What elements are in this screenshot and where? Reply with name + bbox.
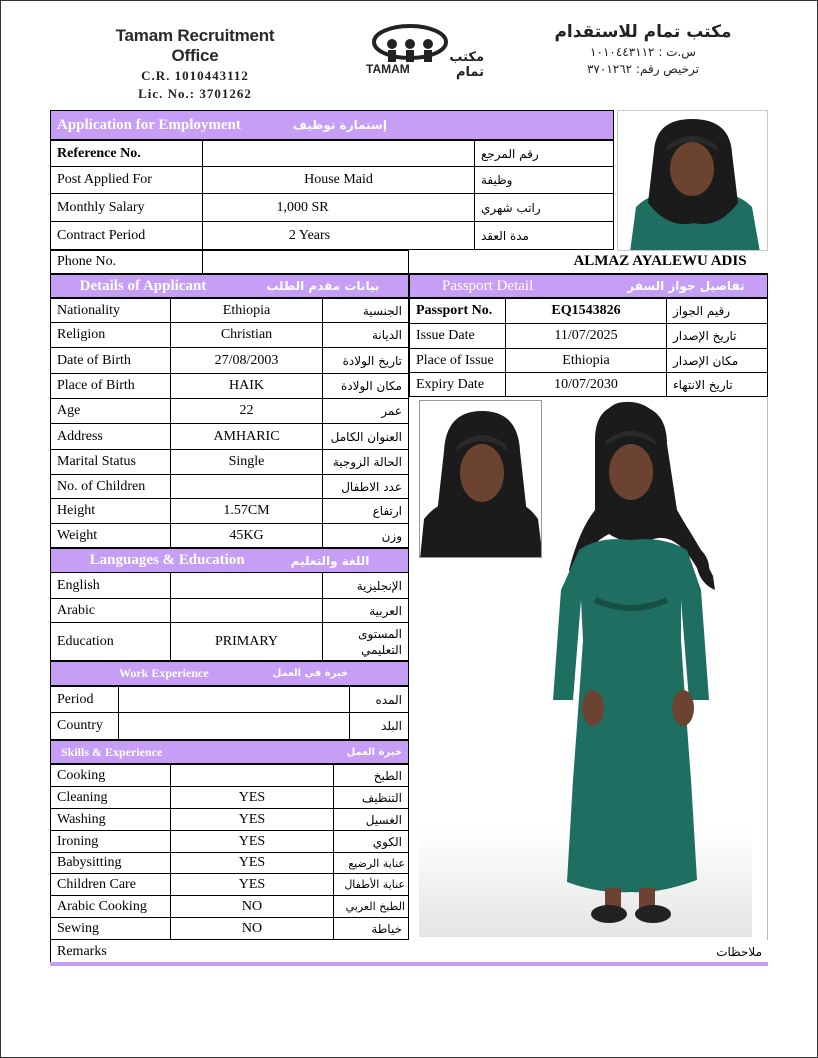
cooking-value bbox=[170, 764, 334, 787]
period-value bbox=[118, 686, 350, 713]
license-number-en: Lic. No.: 3701262 bbox=[138, 86, 252, 101]
work-title-en: Work Experience bbox=[119, 666, 209, 680]
passport-no-label-ar: رقيم الجواز bbox=[666, 298, 768, 324]
cr-number-en: C.R. 1010443112 bbox=[141, 68, 249, 83]
reference-value bbox=[202, 140, 475, 167]
post-label-ar: وظيفة bbox=[474, 166, 614, 194]
arabic-cooking-label-ar: الطبخ العربي bbox=[333, 895, 409, 918]
weight-label-ar: وزن bbox=[322, 523, 409, 548]
dob-label-ar: تاريخ الولادة bbox=[322, 347, 409, 374]
nationality-label-ar: الجنسية bbox=[322, 298, 409, 323]
issue-date-value: 11/07/2025 bbox=[505, 323, 667, 349]
height-label-ar: ارتفاع bbox=[322, 498, 409, 524]
arabic-label-ar: العربية bbox=[322, 598, 409, 623]
arabic-label: Arabic bbox=[50, 598, 171, 623]
age-value: 22 bbox=[170, 398, 323, 424]
pob-label-ar: مكان الولادة bbox=[322, 373, 409, 399]
babysitting-label-ar: عناية الرضيع bbox=[333, 852, 409, 874]
expiry-date-label: Expiry Date bbox=[409, 372, 506, 397]
skills-title-ar: خبرة العمل bbox=[346, 746, 402, 758]
marital-label: Marital Status bbox=[50, 449, 171, 475]
salary-label-ar: راتب شهري bbox=[474, 193, 614, 222]
children-label: No. of Children bbox=[50, 474, 171, 499]
expiry-date-label-ar: تاريخ الانتهاء bbox=[666, 372, 768, 397]
height-value: 1.57CM bbox=[170, 498, 323, 524]
company-name-en: Tamam Recruitment Office bbox=[115, 26, 275, 65]
details-title-bar bbox=[50, 274, 409, 298]
cooking-label: Cooking bbox=[50, 764, 171, 787]
languages-title-ar: اللغة والتعليم bbox=[290, 553, 370, 568]
contract-label-ar: مدة العقد bbox=[474, 221, 614, 250]
period-label: Period bbox=[50, 686, 119, 713]
pob-label: Place of Birth bbox=[50, 373, 171, 399]
passport-no-value: EQ1543826 bbox=[505, 298, 667, 324]
washing-value: YES bbox=[170, 808, 334, 831]
applicant-headshot bbox=[617, 110, 768, 251]
post-value: House Maid bbox=[202, 166, 475, 194]
english-label: English bbox=[50, 572, 171, 599]
reference-label: Reference No. bbox=[50, 140, 203, 167]
salary-value: 1,000 SR bbox=[202, 193, 402, 222]
sewing-label: Sewing bbox=[50, 917, 171, 940]
washing-label: Washing bbox=[50, 808, 171, 831]
ironing-value: YES bbox=[170, 830, 334, 853]
issue-date-label-ar: تاريخ الإصدار bbox=[666, 323, 768, 349]
details-title-en: Details of Applicant bbox=[79, 277, 207, 294]
license-number-ar: ترخيص رقم: ٣٧٠١٢٦٢ bbox=[586, 62, 699, 76]
languages-title-en: Languages & Education bbox=[89, 552, 245, 568]
skills-title-bar bbox=[50, 740, 409, 764]
skills-title-en: Skills & Experience bbox=[61, 744, 163, 759]
applicant-name: ALMAZ AYALEWU ADIS bbox=[408, 250, 768, 274]
right-panel-right-border bbox=[767, 397, 768, 940]
phone-label: Phone No. bbox=[50, 250, 203, 274]
phone-value bbox=[202, 250, 409, 274]
issue-date-label: Issue Date bbox=[409, 323, 506, 349]
cooking-label-ar: الطبخ bbox=[333, 764, 409, 787]
sewing-label-ar: خياطة bbox=[333, 917, 409, 940]
pob-value: HAIK bbox=[170, 373, 323, 399]
dob-label: Date of Birth bbox=[50, 347, 171, 374]
children-label-ar: عدد الاطفال bbox=[322, 474, 409, 499]
post-label: Post Applied For bbox=[50, 166, 203, 194]
remarks-row bbox=[50, 940, 768, 964]
application-title-bar bbox=[50, 110, 614, 140]
period-label-ar: المده bbox=[349, 686, 409, 713]
salary-spacer bbox=[401, 193, 475, 222]
children-care-value: YES bbox=[170, 873, 334, 896]
passport-title-ar: تفاصيل جواز السفر bbox=[627, 279, 745, 293]
dob-value: 27/08/2003 bbox=[170, 347, 323, 374]
logo-text-ar: مكتب تمام bbox=[449, 50, 484, 80]
arabic-value bbox=[170, 598, 323, 623]
passport-title-bar bbox=[409, 274, 768, 298]
address-label: Address bbox=[50, 423, 171, 450]
religion-value: Christian bbox=[170, 322, 323, 348]
cleaning-value: YES bbox=[170, 786, 334, 809]
applicant-passport-photo bbox=[419, 400, 542, 558]
passport-title-en: Passport Detail bbox=[442, 277, 534, 294]
country-label-ar: البلد bbox=[349, 712, 409, 740]
religion-label-ar: الديانة bbox=[322, 322, 409, 348]
sewing-value: NO bbox=[170, 917, 334, 940]
work-title-bar bbox=[50, 661, 409, 686]
education-label-ar: المستوى التعليمي bbox=[322, 622, 409, 661]
reference-label-ar: رقم المرجع bbox=[474, 140, 614, 167]
right-panel-left-border bbox=[408, 397, 409, 940]
marital-label-ar: الحالة الزوجية bbox=[322, 449, 409, 475]
babysitting-label: Babysitting bbox=[50, 852, 171, 874]
logo-text-en: TAMAM bbox=[366, 62, 410, 76]
address-label-ar: العنوان الكامل bbox=[322, 423, 409, 450]
english-value bbox=[170, 572, 323, 599]
nationality-label: Nationality bbox=[50, 298, 171, 323]
languages-title-bar bbox=[50, 548, 409, 573]
contract-spacer bbox=[415, 221, 475, 250]
expiry-date-value: 10/07/2030 bbox=[505, 372, 667, 397]
company-header-en bbox=[92, 26, 298, 102]
education-value: PRIMARY bbox=[170, 622, 323, 661]
age-label-ar: عمر bbox=[322, 398, 409, 424]
education-label: Education bbox=[50, 622, 171, 661]
arabic-cooking-value: NO bbox=[170, 895, 334, 918]
weight-label: Weight bbox=[50, 523, 171, 548]
babysitting-value: YES bbox=[170, 852, 334, 874]
passport-no-label: Passport No. bbox=[409, 298, 506, 324]
application-title-ar: إستمارة توظيف bbox=[292, 118, 387, 132]
place-of-issue-label-ar: مكان الإصدار bbox=[666, 348, 768, 373]
marital-value: Single bbox=[170, 449, 323, 475]
weight-value: 45KG bbox=[170, 523, 323, 548]
ironing-label-ar: الكوي bbox=[333, 830, 409, 853]
height-label: Height bbox=[50, 498, 171, 524]
nationality-value: Ethiopia bbox=[170, 298, 323, 323]
children-care-label: Children Care bbox=[50, 873, 171, 896]
remarks-bottom-bar bbox=[50, 962, 768, 966]
english-label-ar: الإنجليزية bbox=[322, 572, 409, 599]
address-value: AMHARIC bbox=[170, 423, 323, 450]
contract-value: 2 Years bbox=[202, 221, 416, 250]
company-header-ar bbox=[540, 22, 746, 76]
age-label: Age bbox=[50, 398, 171, 424]
remarks-label: Remarks bbox=[57, 944, 107, 959]
application-title-en: Application for Employment bbox=[57, 116, 241, 133]
company-logo bbox=[364, 22, 484, 78]
children-value bbox=[170, 474, 323, 499]
company-name-ar: مكتب تمام للاستقدام bbox=[554, 22, 732, 42]
remarks-label-ar: ملاحظات bbox=[716, 945, 762, 959]
children-care-label-ar: عناية الأطفال bbox=[333, 873, 409, 896]
cleaning-label-ar: التنظيف bbox=[333, 786, 409, 809]
salary-label: Monthly Salary bbox=[50, 193, 203, 222]
washing-label-ar: الغسيل bbox=[333, 808, 409, 831]
place-of-issue-value: Ethiopia bbox=[505, 348, 667, 373]
country-label: Country bbox=[50, 712, 119, 740]
cr-number-ar: س.ت : ١٠١٠٤٤٣١١٢ bbox=[590, 45, 696, 59]
work-title-ar: خبرة في العمل bbox=[272, 668, 349, 679]
religion-label: Religion bbox=[50, 322, 171, 348]
details-title-ar: بيانات مقدم الطلب bbox=[266, 279, 380, 293]
country-value bbox=[118, 712, 350, 740]
arabic-cooking-label: Arabic Cooking bbox=[50, 895, 171, 918]
contract-label: Contract Period bbox=[50, 221, 203, 250]
ironing-label: Ironing bbox=[50, 830, 171, 853]
place-of-issue-label: Place of Issue bbox=[409, 348, 506, 373]
cleaning-label: Cleaning bbox=[50, 786, 171, 809]
